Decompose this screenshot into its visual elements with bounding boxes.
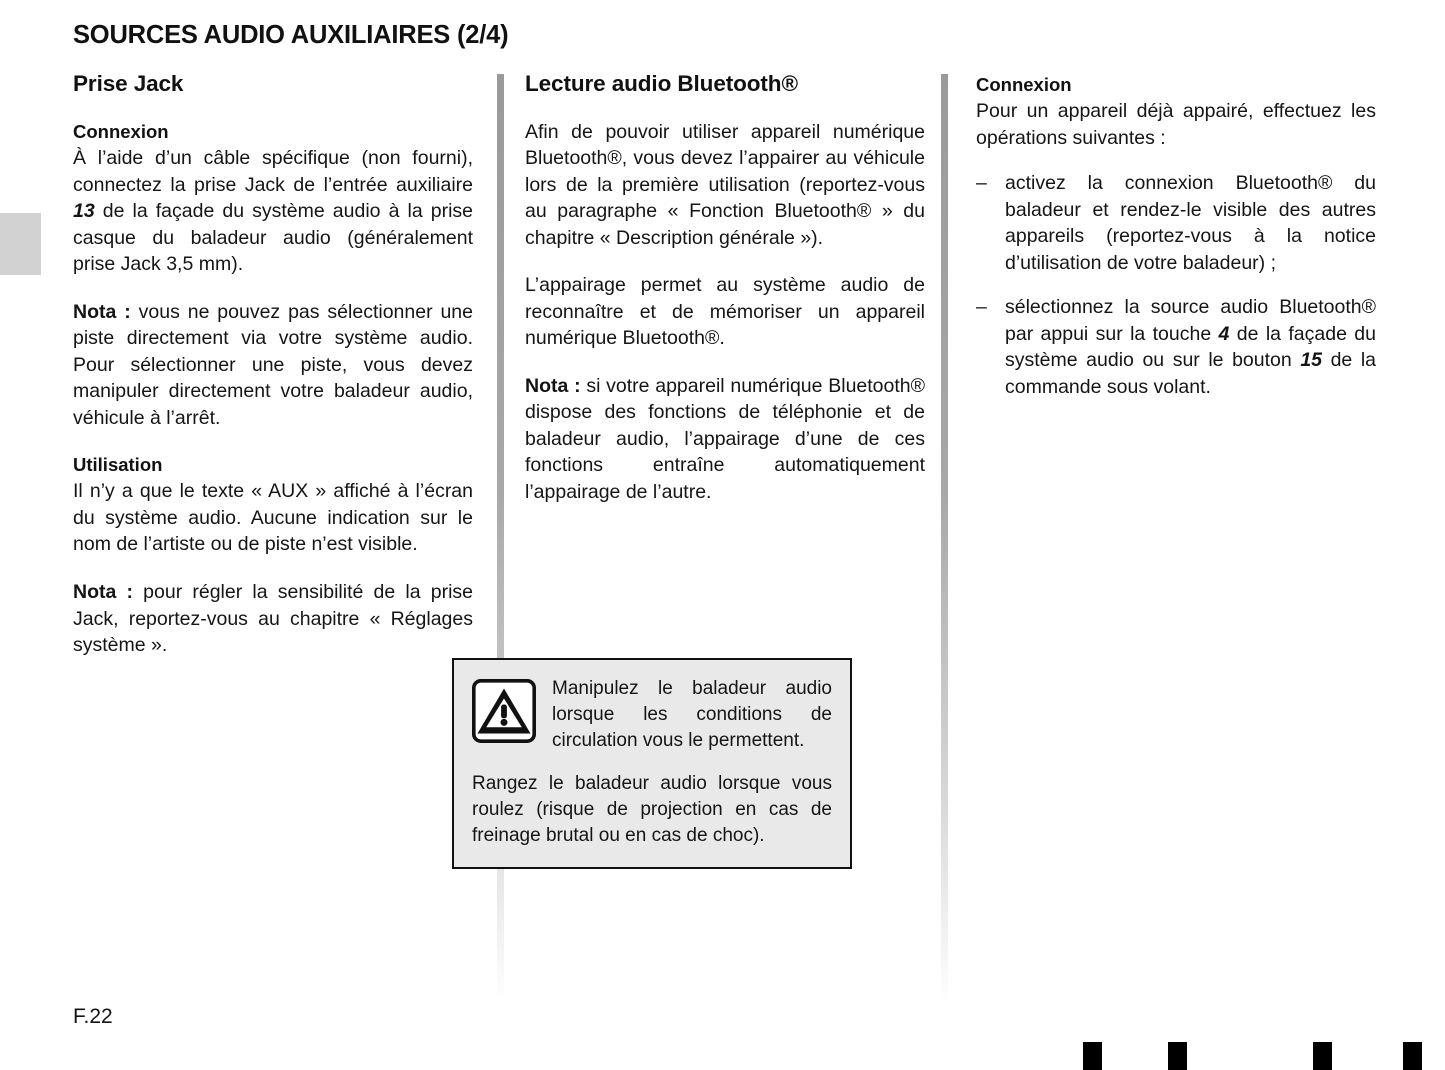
warning-text-secondary: Rangez le baladeur audio lorsque vous roulez (risque de projection en cas de freinage brutal ou en cas de choc). — [472, 772, 832, 847]
paragraph-utilisation: Il n’y a que le texte « AUX » affiché à l’écran du système audio. Aucune indication sur le nom de l’artiste ou de piste n’est visible. — [73, 480, 473, 556]
page-title: SOURCES AUDIO AUXILIAIRES (2/4) — [73, 21, 509, 49]
note-body-2: pour régler la sensibilité de la prise Jack, reportez-vous au chapitre « Réglages système ». — [73, 580, 473, 657]
step-2-text-b: de la façade du système audio ou sur le bouton — [1005, 322, 1376, 372]
paragraph-connexion-jack — [73, 145, 473, 278]
note-jack-sensitivity — [73, 579, 473, 659]
column-prise-jack — [73, 72, 473, 659]
warning-text-primary: Manipulez le baladeur audio lorsque les conditions de circulation vous le permettent. — [552, 678, 832, 752]
subheading-connexion: Connexion — [73, 120, 169, 142]
step-2-text-a: sélectionnez la source audio Bluetooth® par appui sur la touche — [1005, 296, 1376, 345]
note-bluetooth-functions — [525, 373, 925, 506]
dash-bullet-icon: – — [976, 296, 987, 319]
edge-tab-bottom-4 — [1403, 1042, 1422, 1070]
step-2-text-c: de la commande sous volant. — [1005, 349, 1377, 398]
edge-tab-left — [0, 213, 41, 275]
paragraph-connexion-intro: Pour un appareil déjà appairé, effectuez les opérations suivantes : — [976, 100, 1376, 149]
warning-box — [452, 658, 852, 869]
connexion-text-a: À l’aide d’un câble spécifique (non fourni), connectez la prise Jack de l’entrée auxiliaire — [73, 147, 473, 196]
subheading-connexion-bluetooth: Connexion — [976, 74, 1072, 95]
edge-tab-bottom-2 — [1168, 1042, 1187, 1070]
connexion-text-b: de la façade du système audio à la prise casque du baladeur audio (généralement prise Jack 3,5 mm). — [73, 200, 473, 276]
note-label-1: Nota : — [73, 300, 131, 323]
subheading-utilisation: Utilisation — [73, 454, 163, 476]
paragraph-appairage-memorisation: L’appairage permet au système audio de reconnaître et de mémoriser un appareil numérique Bluetooth®. — [525, 274, 925, 350]
reference-number-15: 15 — [1300, 349, 1323, 372]
list-item — [976, 294, 1376, 400]
list-item — [976, 170, 1376, 276]
page-number: F.22 — [73, 1005, 113, 1028]
note-body-3: si votre appareil numérique Bluetooth® dispose des fonctions de téléphonie et de baladeur audio, l’appairage d’une de ces fonctions entraîne automatiquement l’appairage de l’autre. — [525, 374, 926, 503]
note-body-1: vous ne pouvez pas sélectionner une piste directement via votre système audio. Pour sélectionner une piste, vous devez manipuler directement votre baladeur audio, véhicule à l’arrêt. — [73, 300, 474, 429]
note-label-2: Nota : — [73, 580, 133, 603]
column-lecture-audio-bluetooth — [525, 72, 925, 505]
step-1-text: activez la connexion Bluetooth® du baladeur et rendez-le visible des autres appareils (reportez-vous à la notice d’utilisation de votre baladeur) ; — [1005, 172, 1376, 274]
connexion-steps-list — [976, 170, 1376, 400]
section-title-prise-jack: Prise Jack — [73, 71, 184, 96]
note-jack-selection — [73, 299, 473, 432]
edge-tab-bottom-3 — [1313, 1042, 1332, 1070]
reference-number-13: 13 — [73, 200, 95, 223]
warning-row — [472, 676, 832, 755]
note-label-3: Nota : — [525, 374, 581, 397]
edge-tabs-bottom — [1063, 1042, 1445, 1070]
paragraph-appairage-intro: Afin de pouvoir utiliser appareil numérique Bluetooth®, vous devez l’appairer au véhicule lors de la première utilisation (reportez-vous au paragraphe « Fonction Bluetooth® » du chapitre « Description générale »). — [525, 120, 925, 249]
column-connexion — [976, 72, 1376, 418]
content-columns — [73, 72, 1383, 1012]
section-title-lecture-audio-bluetooth: Lecture audio Bluetooth® — [525, 71, 798, 96]
warning-triangle-icon — [472, 679, 536, 743]
reference-number-4: 4 — [1218, 322, 1230, 345]
dash-bullet-icon: – — [976, 172, 987, 195]
edge-tab-bottom-1 — [1083, 1042, 1102, 1070]
